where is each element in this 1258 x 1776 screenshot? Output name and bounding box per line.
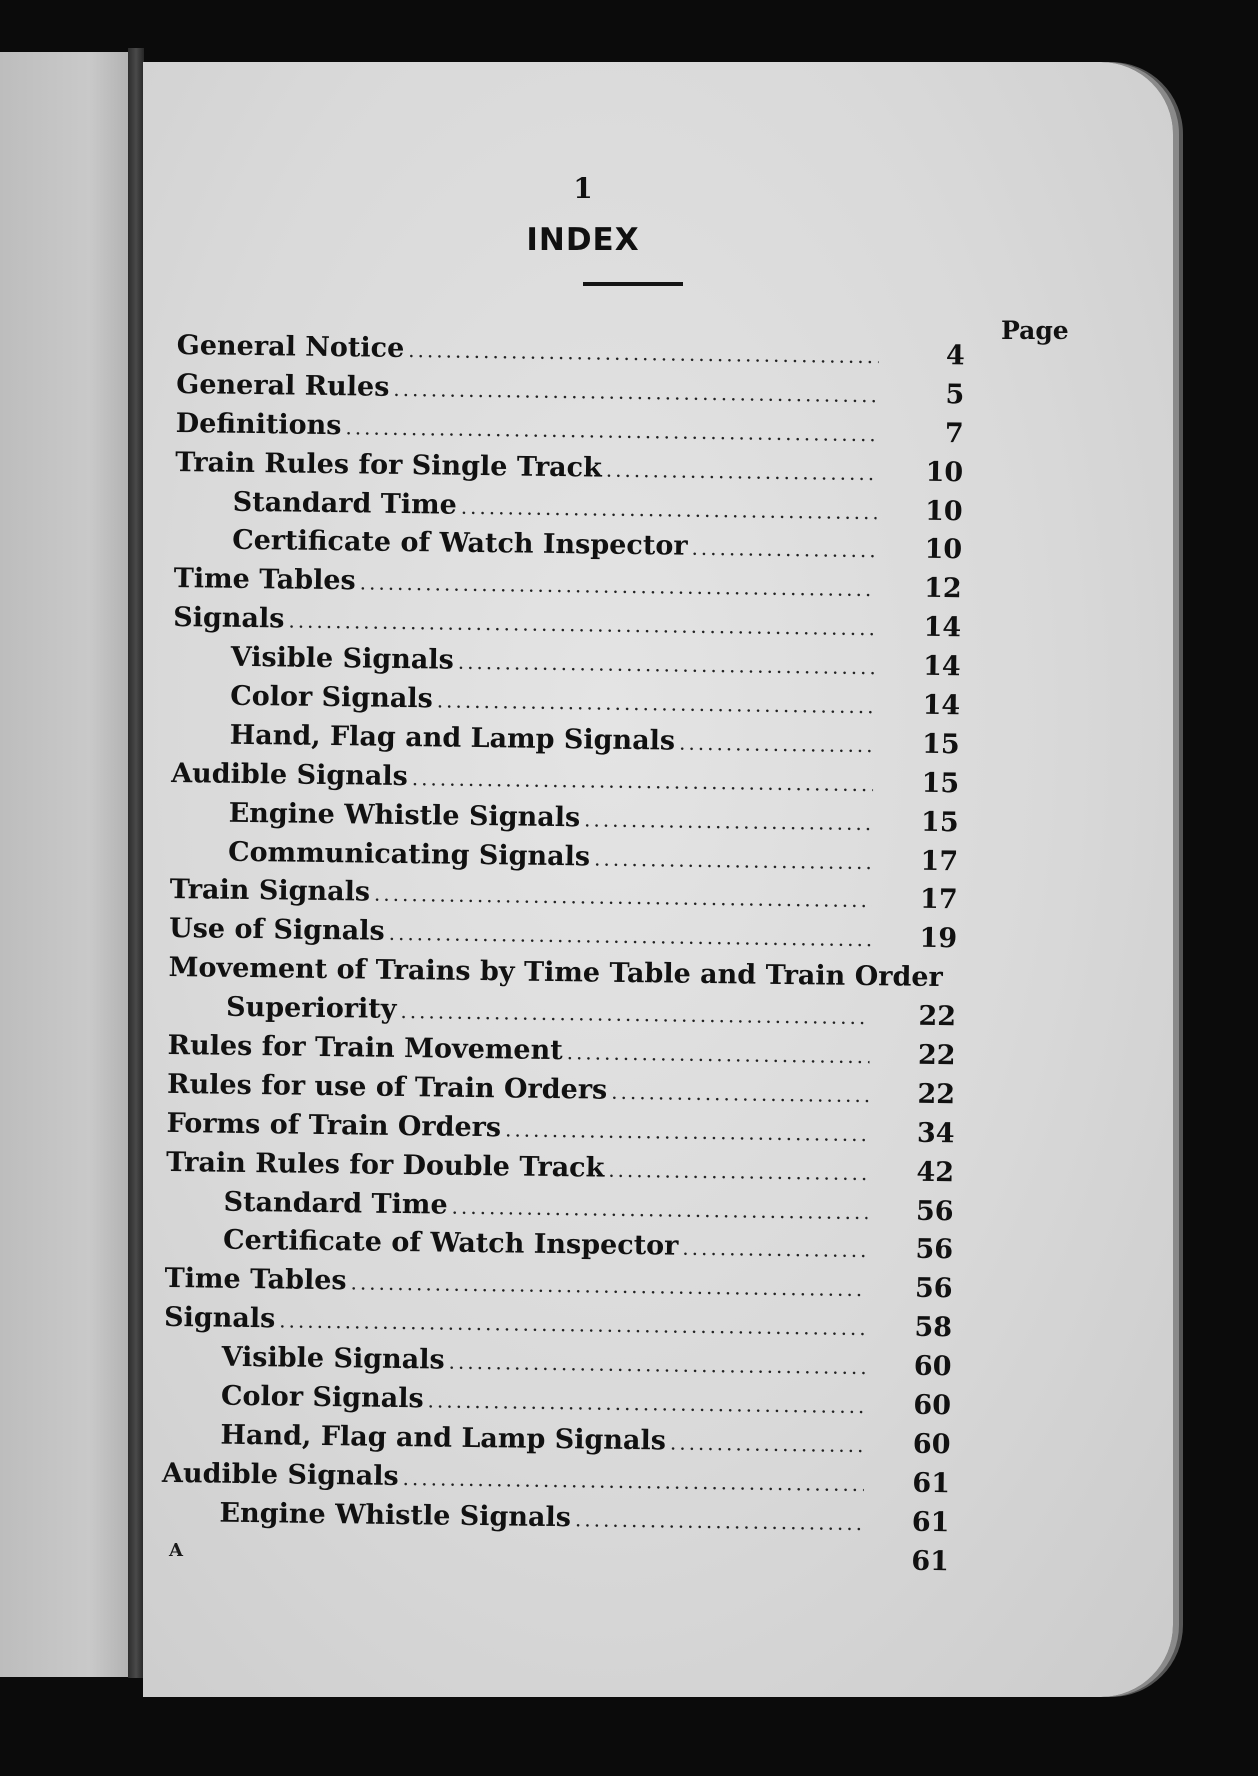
index-entry-page: 12 xyxy=(923,573,962,605)
index-entry-page xyxy=(943,986,1025,987)
index-entry-label: Signals xyxy=(173,602,285,635)
dot-leader xyxy=(670,1430,865,1457)
dot-leader xyxy=(345,415,878,446)
title-rule xyxy=(583,282,683,286)
dot-leader xyxy=(288,609,875,641)
index-entry-label: Hand, Flag and Lamp Signals xyxy=(229,719,676,757)
dot-leader xyxy=(584,807,873,835)
index-entry-page: 56 xyxy=(915,1195,954,1227)
index-entry-label: Time Tables xyxy=(173,563,356,597)
index-entry-page: 15 xyxy=(921,767,960,800)
index-entry-page: 4 xyxy=(945,340,965,372)
index-entry-label: Forms of Train Orders xyxy=(166,1107,502,1144)
dot-leader xyxy=(402,1466,864,1496)
index-list xyxy=(161,330,965,1585)
index-entry-page: 61 xyxy=(912,1467,951,1500)
index-entry-page: 14 xyxy=(922,689,961,722)
dot-leader xyxy=(448,1350,865,1379)
index-entry-label: Engine Whistle Signals xyxy=(228,797,581,834)
dot-leader xyxy=(461,494,877,523)
index-entry-page: 22 xyxy=(917,1039,956,1072)
index-entry-label: Movement of Trains by Time Table and Train Order xyxy=(168,952,943,994)
dot-leader xyxy=(594,846,872,874)
dot-leader xyxy=(606,457,878,485)
index-entry-label: Communicating Signals xyxy=(227,836,591,873)
dot-leader xyxy=(427,1388,865,1418)
dot-leader xyxy=(575,1507,864,1535)
index-entry-page: 14 xyxy=(922,650,961,683)
index-entry-page: 61 xyxy=(911,1506,950,1538)
index-entry-label: Certificate of Watch Inspector xyxy=(222,1225,679,1263)
dot-leader xyxy=(679,731,874,758)
index-entry-label: Color Signals xyxy=(220,1380,424,1415)
index-entry-label: Certificate of Watch Inspector xyxy=(232,525,688,563)
dot-leader xyxy=(408,338,879,368)
dot-leader xyxy=(279,1309,866,1341)
index-entry-page: 42 xyxy=(916,1156,955,1188)
index-entry-page: 60 xyxy=(913,1389,952,1422)
index-entry-label: Standard Time xyxy=(223,1186,448,1221)
index-entry-page: 5 xyxy=(945,378,965,411)
book-spine xyxy=(128,48,144,1678)
dot-leader xyxy=(350,1271,866,1302)
dot-leader xyxy=(567,1040,870,1068)
index-entry-page: 19 xyxy=(919,923,958,955)
index-entry-page: 10 xyxy=(924,534,963,566)
index-entry-label: Rules for use of Train Orders xyxy=(166,1068,608,1106)
index-entry-label: General Rules xyxy=(176,368,390,403)
index-entry-page: 17 xyxy=(920,845,959,877)
dot-leader xyxy=(682,1236,867,1262)
dot-leader xyxy=(505,1117,869,1146)
index-entry-label: Color Signals xyxy=(230,680,434,715)
dot-leader xyxy=(437,688,875,718)
index-entry-page: 22 xyxy=(917,1078,956,1111)
dot-leader xyxy=(412,766,874,796)
index-entry-page: 15 xyxy=(921,728,960,761)
index-entry-label: Train Rules for Single Track xyxy=(175,446,603,484)
index-entry-label: Use of Signals xyxy=(168,913,385,948)
index-entry-label: Time Tables xyxy=(164,1263,347,1297)
index-entry-page: 7 xyxy=(944,417,964,450)
index-entry-page: 15 xyxy=(920,806,959,838)
index-entry-label: Superiority xyxy=(225,991,397,1026)
signature-mark: A xyxy=(169,1540,183,1561)
index-entry-label: Audible Signals xyxy=(170,757,409,792)
dot-leader xyxy=(360,571,876,602)
dot-leader xyxy=(458,650,875,679)
dot-leader xyxy=(374,882,872,913)
dot-leader xyxy=(451,1194,867,1223)
index-entry-label: Rules for Train Movement xyxy=(167,1029,563,1067)
dot-leader xyxy=(389,921,872,951)
dot-leader xyxy=(611,1080,869,1107)
dot-leader xyxy=(393,377,878,407)
index-entry-page: 22 xyxy=(918,1000,957,1033)
index-entry-page: 56 xyxy=(915,1234,954,1266)
index-entry-page: 60 xyxy=(913,1350,952,1383)
index-entry-label: Train Rules for Double Track xyxy=(165,1146,605,1184)
index-entry-label: Train Signals xyxy=(169,874,371,909)
index-entry-page: 34 xyxy=(916,1117,955,1150)
page-number: 1 xyxy=(573,172,593,205)
index-entry-page: 56 xyxy=(914,1273,953,1305)
left-page-edge xyxy=(0,52,128,1677)
index-entry-page: 10 xyxy=(924,495,963,527)
index-entry-label: Audible Signals xyxy=(161,1457,399,1492)
index-entry-page: 58 xyxy=(914,1312,953,1344)
index-entry-label: Signals xyxy=(163,1302,276,1335)
index-entry-page: 10 xyxy=(925,456,964,488)
page-column-header: Page xyxy=(1001,316,1069,345)
index-entry-label: Standard Time xyxy=(232,486,458,521)
dot-leader xyxy=(691,536,876,562)
index-entry-page: 60 xyxy=(912,1428,951,1461)
index-entry-label: Definitions xyxy=(175,407,342,441)
dot-leader xyxy=(400,999,870,1029)
index-entry-page: 14 xyxy=(923,612,962,644)
index-entry-page: 61 xyxy=(911,1545,950,1577)
index-entry-page: 17 xyxy=(919,884,958,916)
index-entry-label: General Notice xyxy=(176,330,405,364)
index-entry-label: Engine Whistle Signals xyxy=(219,1497,572,1533)
page-title: INDEX xyxy=(526,222,640,258)
index-entry-label: Visible Signals xyxy=(230,641,455,676)
index-entry-label: Hand, Flag and Lamp Signals xyxy=(220,1419,667,1457)
index-page xyxy=(143,62,1173,1697)
dot-leader xyxy=(608,1157,868,1184)
index-entry-label: Visible Signals xyxy=(221,1341,445,1376)
